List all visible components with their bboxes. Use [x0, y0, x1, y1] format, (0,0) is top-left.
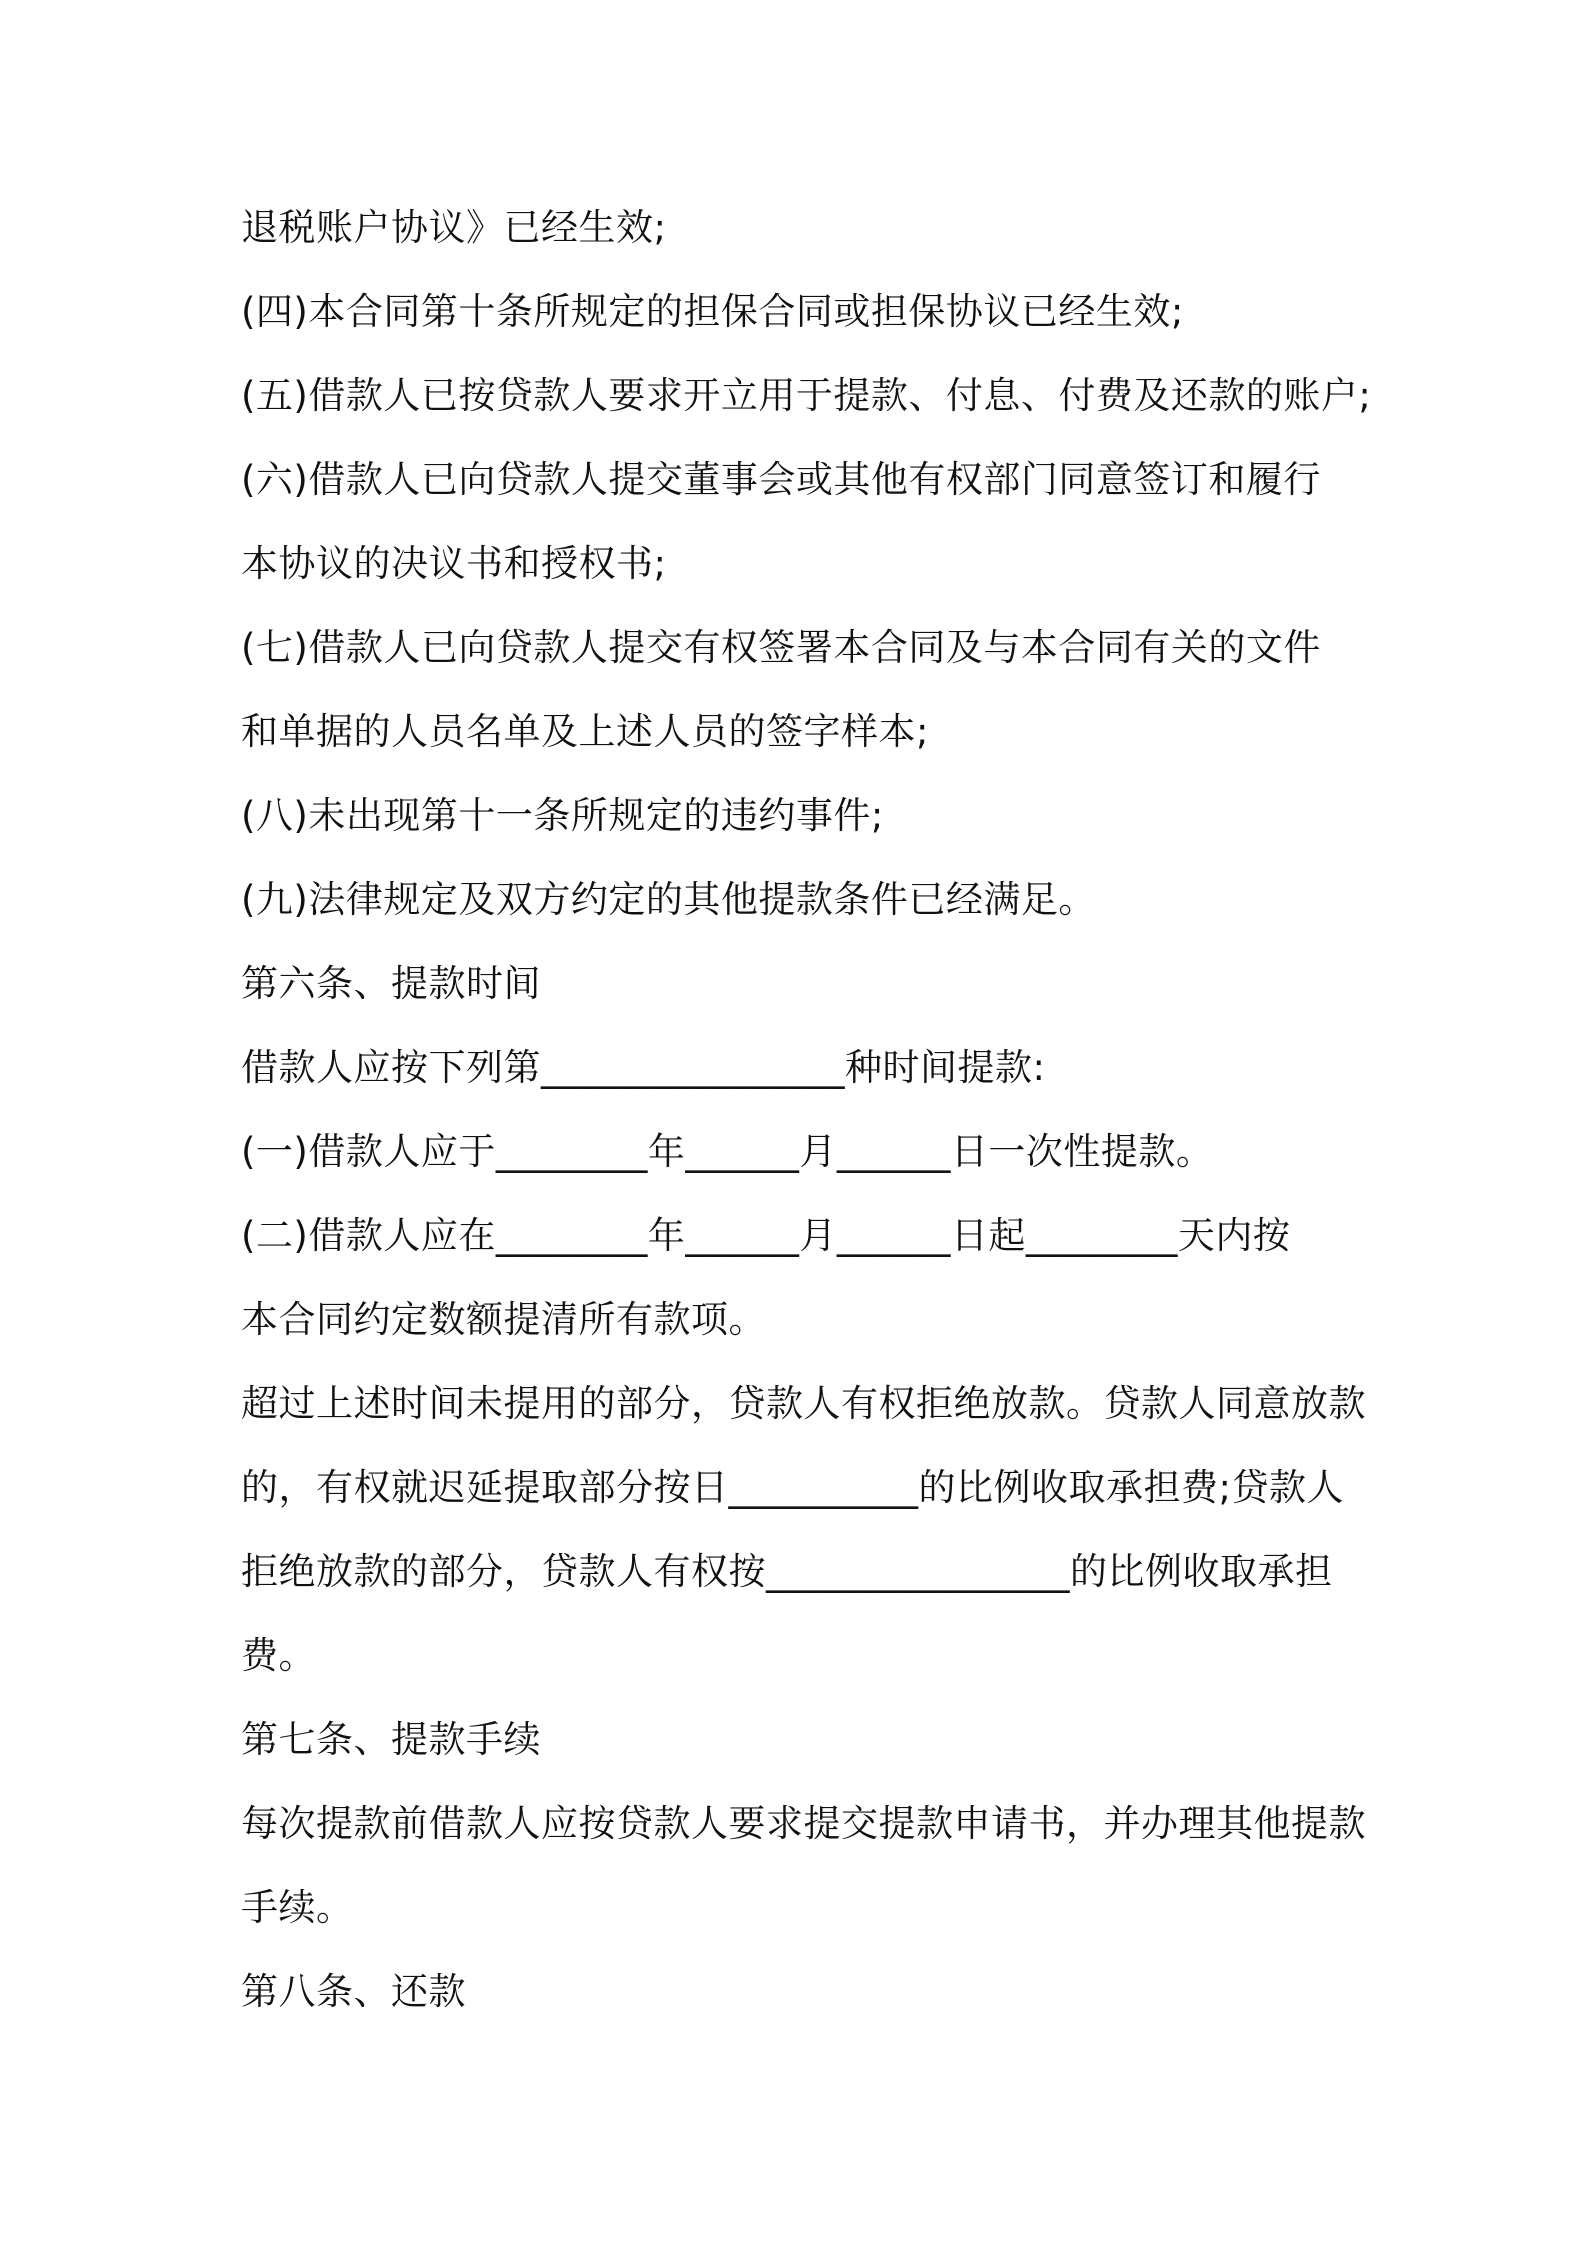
- text-line: 拒绝放款的部分，贷款人有权按________________的比例收取承担: [241, 1550, 1333, 1593]
- clause-item-8: (八)未出现第十一条所规定的违约事件;: [241, 794, 884, 837]
- text-line: 本协议的决议书和授权书;: [241, 542, 667, 585]
- option-item-1: (一)借款人应于________年______月______日一次性提款。: [241, 1130, 1214, 1173]
- text-line: 退税账户协议》已经生效;: [241, 206, 667, 249]
- article-heading-7: 第七条、提款手续: [241, 1718, 541, 1761]
- article-heading-6: 第六条、提款时间: [241, 962, 541, 1005]
- text-line: 和单据的人员名单及上述人员的签字样本;: [241, 710, 929, 753]
- clause-item-9: (九)法律规定及双方约定的其他提款条件已经满足。: [241, 878, 1096, 921]
- text-line: 费。: [241, 1634, 316, 1677]
- clause-item-4: (四)本合同第十条所规定的担保合同或担保协议已经生效;: [241, 290, 1184, 333]
- clause-item-6: (六)借款人已向贷款人提交董事会或其他有权部门同意签订和履行: [241, 458, 1321, 501]
- text-line: 本合同约定数额提清所有款项。: [241, 1298, 766, 1341]
- article-heading-8: 第八条、还款: [241, 1970, 466, 2013]
- option-item-2: (二)借款人应在________年______月______日起________天内按: [241, 1214, 1291, 1257]
- document-body: [241, 198, 1372, 2022]
- text-line: 每次提款前借款人应按贷款人要求提交提款申请书，并办理其他提款: [241, 1802, 1366, 1845]
- clause-item-7: (七)借款人已向贷款人提交有权签署本合同及与本合同有关的文件: [241, 626, 1321, 669]
- text-line: 的，有权就迟延提取部分按日__________的比例收取承担费;贷款人: [241, 1466, 1344, 1509]
- clause-item-5: (五)借款人已按贷款人要求开立用于提款、付息、付费及还款的账户;: [241, 374, 1372, 417]
- text-line: 超过上述时间未提用的部分，贷款人有权拒绝放款。贷款人同意放款: [241, 1382, 1366, 1425]
- text-line: 借款人应按下列第________________种时间提款:: [241, 1046, 1046, 1089]
- text-line: 手续。: [241, 1886, 354, 1929]
